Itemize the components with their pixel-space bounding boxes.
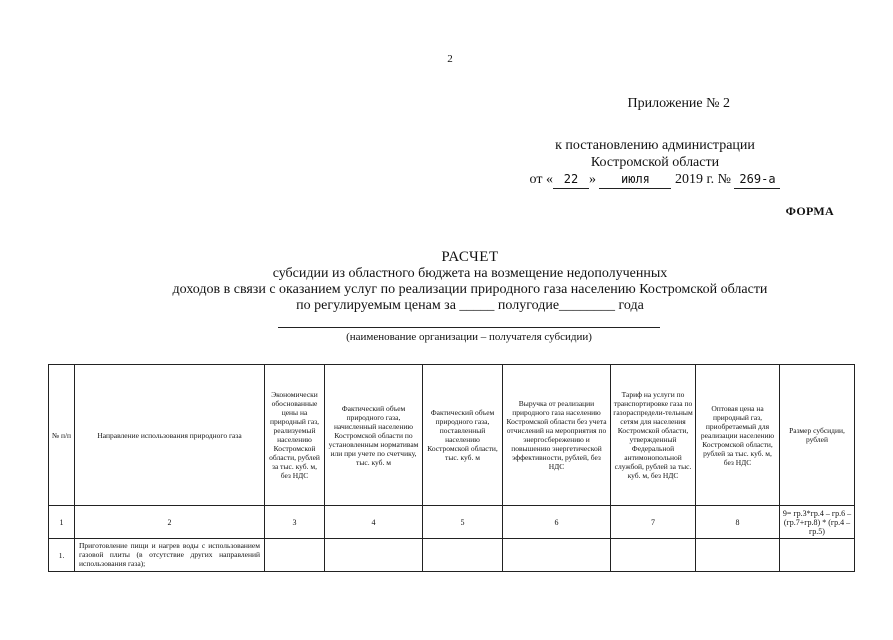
row-direction: Приготовление пищи и нагрев воды с использованием газовой плиты (в отсутствие других направлений использования газа); <box>75 539 265 572</box>
row-number: 1. <box>49 539 75 572</box>
form-label: ФОРМА <box>785 204 834 218</box>
title-line-4: по регулируемым ценам за _____ полугодие________ года <box>296 298 644 313</box>
resolution-line-1: к постановлению администрации <box>555 138 755 153</box>
date-prefix: от « <box>529 172 553 187</box>
table-number-row <box>49 506 855 539</box>
column-number: 3 <box>265 506 325 539</box>
date-month: июля <box>599 171 671 189</box>
header-cell-economic-price: Экономически обоснованные цены на природный газ, реализуемый населению Костромской области, рублей за тыс. куб. м, без НДС <box>265 365 325 506</box>
page-number: 2 <box>447 53 453 65</box>
empty-cell <box>265 539 325 572</box>
organization-name-line <box>278 327 660 328</box>
resolution-number: 269-а <box>734 171 780 189</box>
header-cell-revenue: Выручка от реализации природного газа населению Костромской области без учета отчислений на мероприятия по энергосбережению и повышению энергетической эффективности, рублей, без НДС <box>503 365 611 506</box>
table-row <box>49 539 855 572</box>
column-number: 1 <box>49 506 75 539</box>
header-cell-accrued-volume: Фактический объем природного газа, начисленный населению Костромской области по установленным нормативам или при учете по счетчику, тыс. куб. м <box>325 365 423 506</box>
header-cell-subsidy: Размер субсидии, рублей <box>780 365 855 506</box>
empty-cell <box>696 539 780 572</box>
organization-caption: (наименование организации – получателя субсидии) <box>346 331 592 343</box>
subsidy-calculation-table <box>48 364 855 572</box>
date-year: 2019 г. № <box>674 172 731 187</box>
column-number: 7 <box>611 506 696 539</box>
column-number: 4 <box>325 506 423 539</box>
empty-cell <box>780 539 855 572</box>
date-mid: » <box>588 172 596 187</box>
header-cell-transport-tariff: Тариф на услуги по транспортировке газа по газораспредели-тельным сетям для населения Костромской области, утвержденный Федеральной антимонопольной службой, рублей за тыс. куб. м, без НДС <box>611 365 696 506</box>
appendix-title: Приложение № 2 <box>627 96 730 111</box>
date-day: 22 <box>553 171 589 189</box>
title-line-2: субсидии из областного бюджета на возмещение недополученных <box>272 266 668 281</box>
document-title <box>100 249 840 314</box>
resolution-line-2: Костромской области <box>590 155 720 170</box>
resolution-block <box>520 137 790 189</box>
header-cell-supplied-volume: Фактический объем природного газа, поставленный населению Костромской области, тыс. куб. м <box>423 365 503 506</box>
empty-cell <box>325 539 423 572</box>
empty-cell <box>611 539 696 572</box>
header-cell-wholesale-price: Оптовая цена на природный газ, приобретаемый для реализации населению Костромской области, рублей за тыс. куб. м, без НДС <box>696 365 780 506</box>
title-line-3: доходов в связи с оказанием услуг по реализации природного газа населению Костромской области <box>172 282 768 297</box>
column-number: 6 <box>503 506 611 539</box>
empty-cell <box>423 539 503 572</box>
empty-cell <box>503 539 611 572</box>
column-number: 5 <box>423 506 503 539</box>
title-main: РАСЧЕТ <box>441 249 499 265</box>
table-header-row <box>49 365 855 506</box>
header-cell-num: № п/п <box>49 365 75 506</box>
column-formula: 9= гр.3*гр.4 – гр.6 – (гр.7+гр.8) * (гр.4 – гр.5) <box>780 506 855 539</box>
column-number: 8 <box>696 506 780 539</box>
resolution-date-line <box>520 171 790 189</box>
header-cell-direction: Направление использования природного газа <box>75 365 265 506</box>
column-number: 2 <box>75 506 265 539</box>
